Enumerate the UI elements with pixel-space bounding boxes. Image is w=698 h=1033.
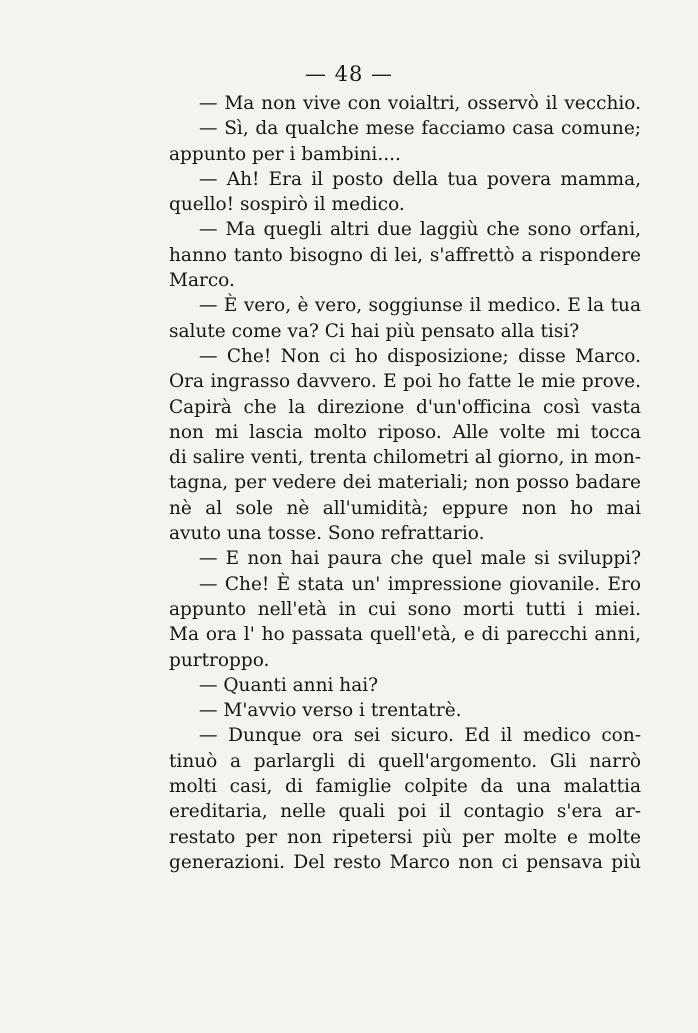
text-line: avuto una tosse. Sono refrattario.: [169, 523, 485, 545]
text-line: quello! sospirò il medico.: [169, 194, 405, 216]
text-line: Ora ingrasso davvero. E poi ho fatte le mie prove.: [169, 371, 641, 393]
text-line: appunto nell'età in cui sono morti tutti i miei.: [169, 598, 641, 620]
text-line: — Dunque ora sei sicuro. Ed il medico con-: [199, 725, 641, 747]
body-text: [169, 91, 641, 875]
page-number: — 48 —: [304, 62, 394, 86]
text-line: — Sì, da qualche mese facciamo casa comune;: [199, 118, 641, 140]
text-line: — E non hai paura che quel male si sviluppi?: [199, 548, 641, 570]
text-line: — Ah! Era il posto della tua povera mamma,: [199, 168, 641, 190]
text-line: purtroppo.: [169, 649, 270, 671]
text-line: non mi lascia molto riposo. Alle volte mi tocca: [169, 421, 641, 443]
text-line: Ma ora l' ho passata quell'età, e di parecchi anni,: [169, 624, 641, 646]
text-line: — Ma non vive con voialtri, osservò il vecchio.: [199, 93, 641, 114]
text-line: appunto per i bambini....: [169, 143, 401, 165]
text-line: — È vero, è vero, soggiunse il medico. E la tua: [199, 295, 641, 317]
text-line: di salire venti, trenta chilometri al giorno, in mon-: [169, 447, 641, 469]
text-line: Capirà che la direzione d'un'officina così vasta: [169, 396, 641, 418]
text-line: — Quanti anni hai?: [199, 674, 379, 696]
text-line: molti casi, di famiglie colpite da una malattia: [169, 776, 641, 798]
text-line: — Ma quegli altri due laggiù che sono orfani,: [199, 219, 641, 241]
text-line: — Che! Non ci ho disposizione; disse Marco.: [199, 345, 641, 367]
text-line: tagna, per vedere dei materiali; non posso badare: [169, 472, 641, 494]
text-line: nè al sole nè all'umidità; eppure non ho mai: [169, 497, 641, 519]
text-line: ereditaria, nelle quali poi il contagio s'era ar-: [169, 801, 641, 823]
text-line: — M'avvio verso i trentatrè.: [199, 700, 462, 722]
text-line: generazioni. Del resto Marco non ci pensava più: [169, 851, 641, 873]
text-line: tinuò a parlargli di quell'argomento. Gli narrò: [169, 750, 641, 772]
text-line: — Che! È stata un' impressione giovanile. Ero: [199, 573, 641, 595]
text-line: Marco.: [169, 270, 235, 292]
text-line: hanno tanto bisogno di lei, s'affrettò a rispondere: [169, 244, 641, 266]
text-line: salute come va? Ci hai più pensato alla tisi?: [169, 320, 580, 342]
text-line: restato per non ripetersi più per molte e molte: [169, 826, 641, 848]
